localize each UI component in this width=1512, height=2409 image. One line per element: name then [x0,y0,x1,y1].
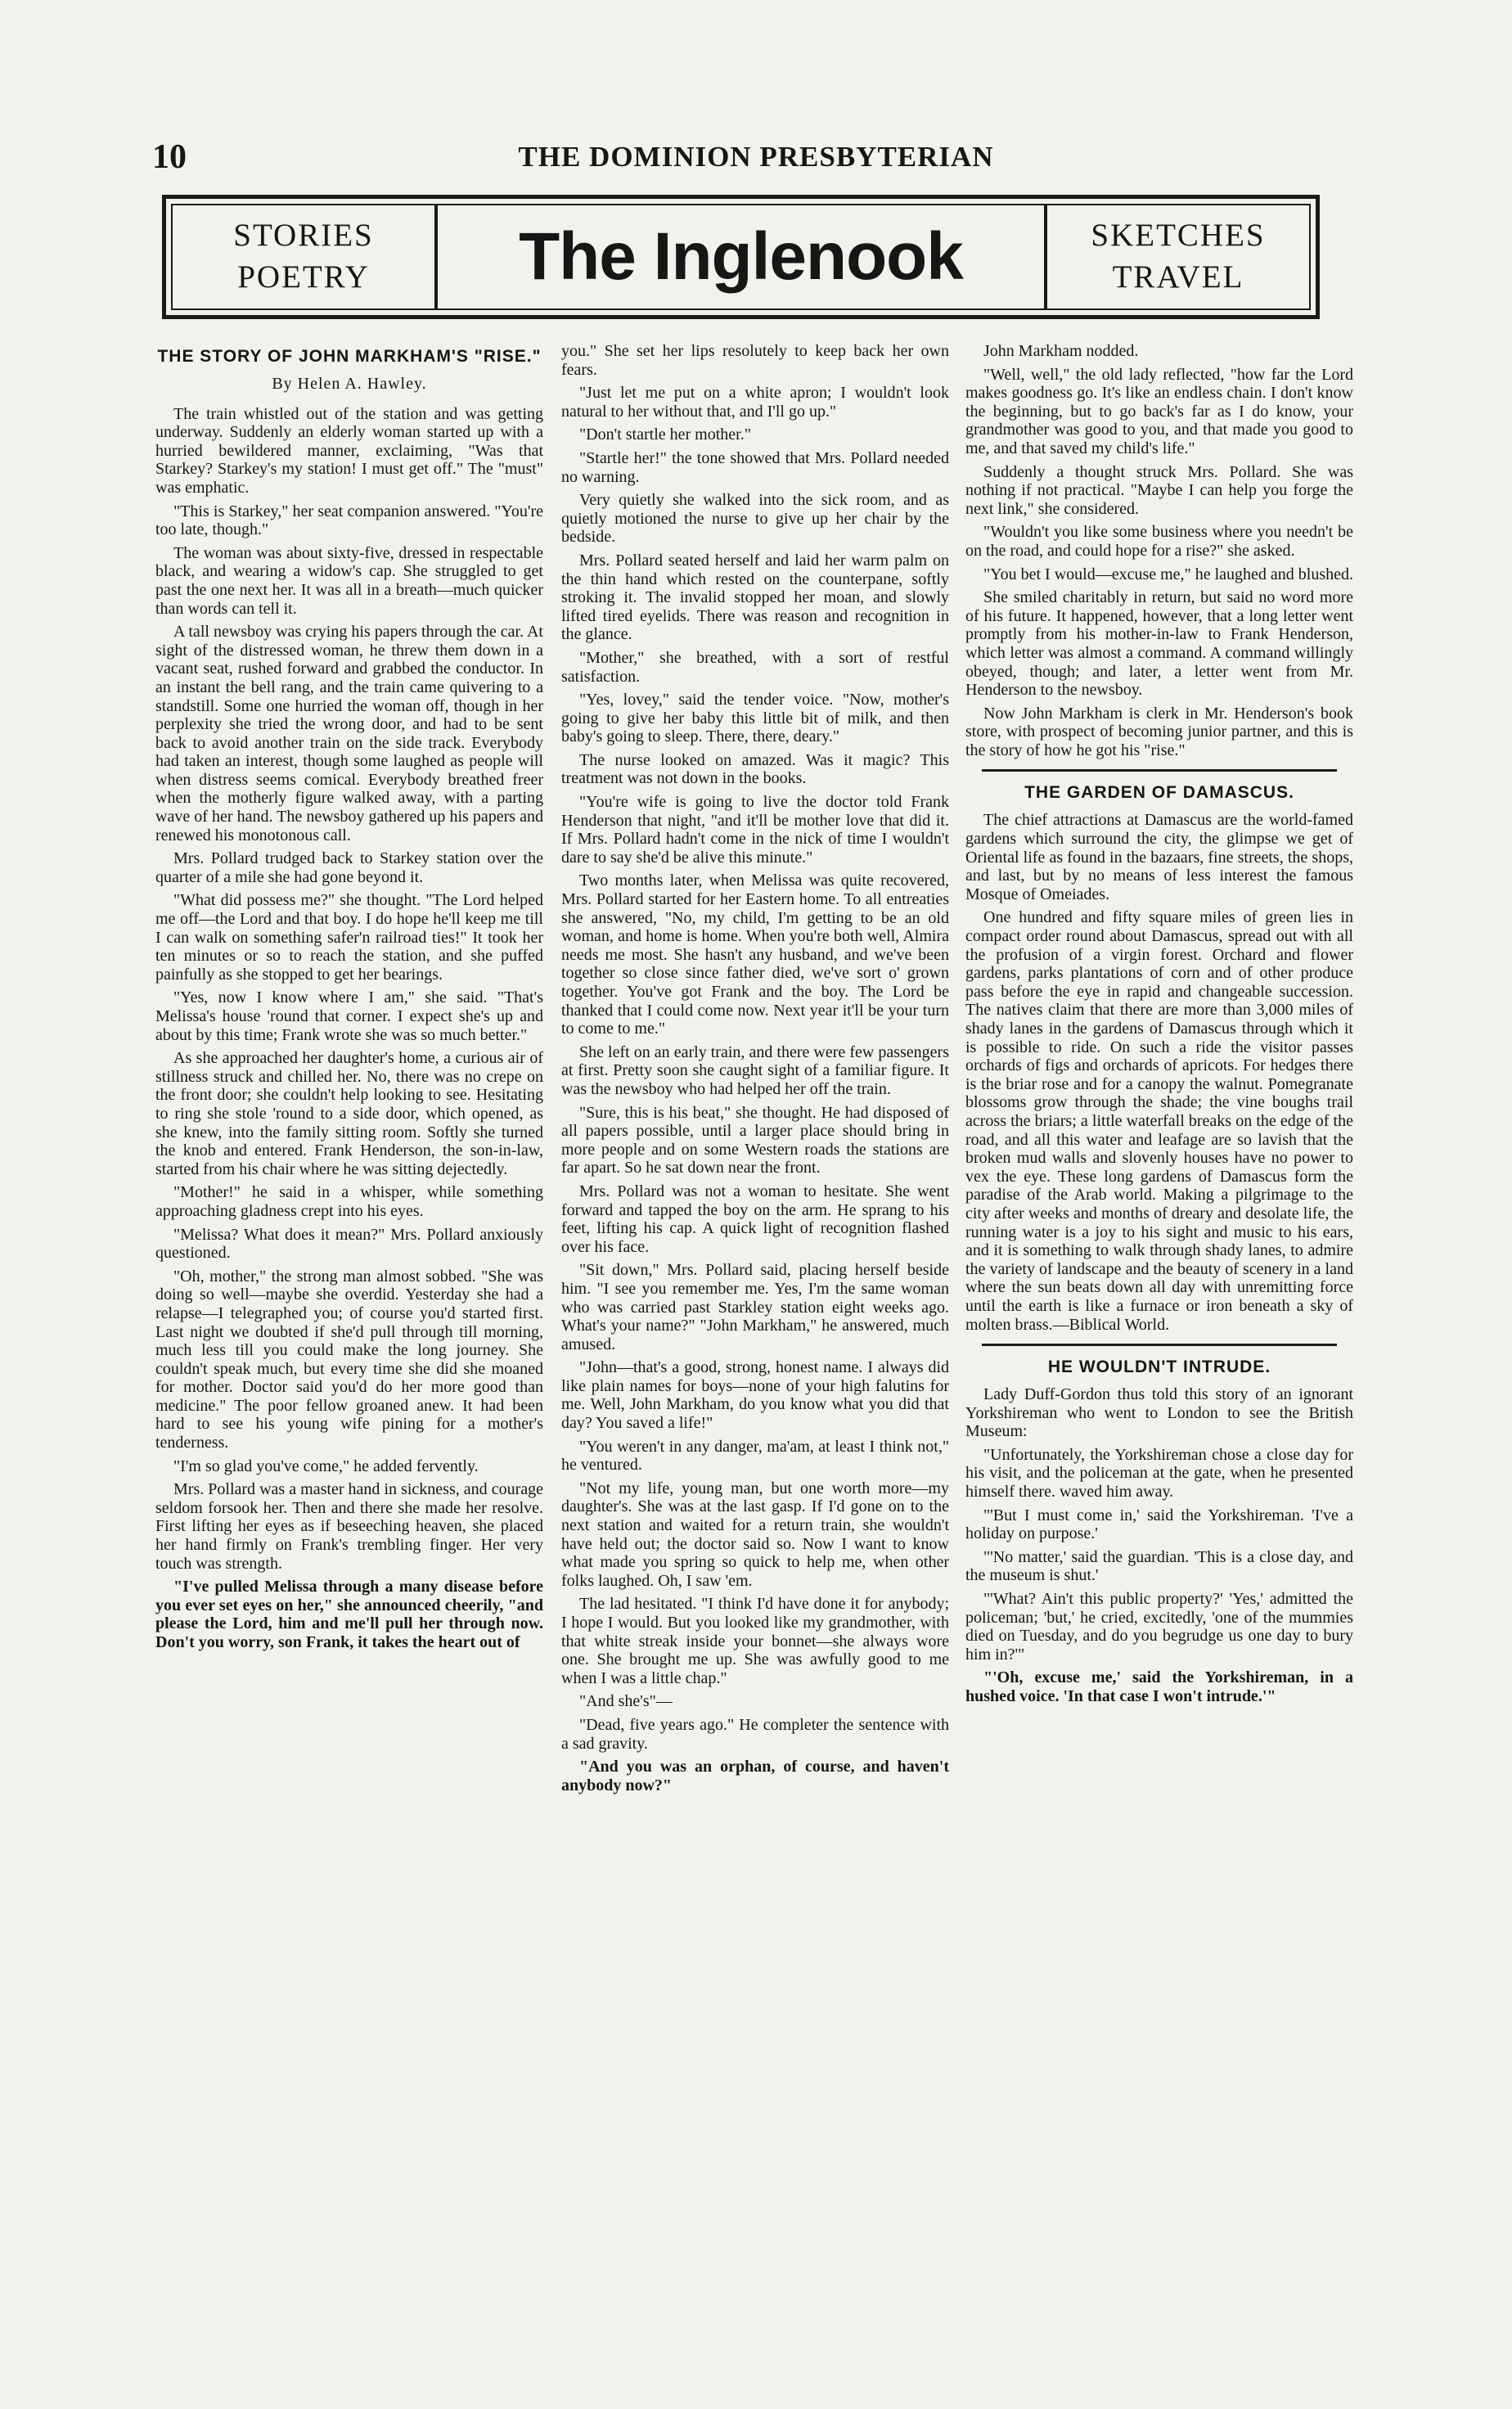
paragraph: "And she's"— [579,1692,673,1711]
masthead-left-box [173,205,438,308]
paragraph: "Mother," she breathed, with a sort of restful satisfaction. [561,648,949,686]
paragraph: "This is Starkey," her seat companion answered. "You're too late, though." [155,502,543,539]
masthead-frame [171,204,1311,310]
divider [982,769,1337,772]
paragraph: Mrs. Pollard seated herself and laid her warm palm on the thin hand which rested on the counterpane, softly stroking it. The invalid stopped her moan, and slowly lifted tired eyelids. There was reason and recognition in the glance. [561,551,949,644]
paragraph: "Sure, this is his beat," she thought. He had disposed of all papers possible, until a larger place should bring in more people and on some Western roads the stations are far apart. So he sat down near the front. [561,1103,949,1177]
paragraph: The train whistled out of the station and was getting underway. Suddenly an elderly woman started up with a hurried bewildered manner, exclaiming, "Was that Starkey? Starkey's my station! I must get off." The "must" was emphatic. [155,404,543,497]
paragraph: She left on an early train, and there were few passengers at first. Pretty soon she caught sight of a familiar figure. It was the newsboy who had helped her off the train. [561,1042,949,1098]
paragraph: "I've pulled Melissa through a many disease before you ever set eyes on her," she announced cheerily, "and please the Lord, him and me'll pull her through now. Don't you worry, son Frank, it takes the heart out of [155,1578,543,1651]
paragraph: "Dead, five years ago." He completer the sentence with a sad gravity. [561,1715,949,1753]
paragraph: "Sit down," Mrs. Pollard said, placing herself beside him. "I see you remember me. Yes, I'm the same woman who was carried past Starkley station eight weeks ago. What's your name?" "John Markham," he answered, much amused. [561,1261,949,1353]
paragraph: "You bet I would—excuse me," he laughed and blushed. [983,565,1353,583]
paragraph: Mrs. Pollard was not a woman to hesitate. She went forward and tapped the boy on the arm. He sprang to his feet, lifting his cap. A quick light of recognition flashed over his face. [561,1182,949,1256]
story-title-markham: THE STORY OF JOHN MARKHAM'S "RISE." [157,347,542,366]
masthead-right-box [1044,205,1309,308]
paragraph: "Startle her!" the tone showed that Mrs. Pollard needed no warning. [561,448,949,486]
paragraph: you." She set her lips resolutely to keep back her own fears. [561,342,949,379]
paragraph: Mrs. Pollard was a master hand in sickness, and courage seldom forsook her. Then and there she made her resolve. First lifting her eyes as if beseeching heaven, she placed her hand firmly on Frank's trembling finger. Her very touch was strength. [155,1480,543,1573]
column-3 [965,342,1353,1711]
paragraph: "'What? Ain't this public property?' 'Yes,' admitted the policeman; 'but,' he cried, excitedly, 'one of the mummies died on Tuesday, and do you begrudge us one day to bury him in?'" [965,1590,1353,1664]
paragraph: "Not my life, young man, but one worth more—my daughter's. She was at the last gasp. If I'd gone on to the next station and waited for a return train, she wouldn't have held out; the doctor said so. Now I want to know what made you spring so quick to help me, when other folks laughed. Oh, I saw 'em. [561,1479,949,1590]
paragraph: "You're wife is going to live the doctor told Frank Henderson that night, "and it'll be mother love that did it. If Mrs. Pollard hadn't come in the nick of time I wouldn't dare to say she'd be alive this minute." [561,793,949,867]
paragraph: The nurse looked on amazed. Was it magic? This treatment was not down in the books. [561,750,949,788]
paragraph: "You weren't in any danger, ma'am, at least I think not," he ventured. [561,1437,949,1475]
paragraph: The woman was about sixty-five, dressed in respectable black, and wearing a widow's cap. She struggled to get past the one next her. It was all in a breath—much quicker than words can tell it. [155,543,543,618]
paragraph: "Unfortunately, the Yorkshireman chose a close day for his visit, and the policeman at the gate, when he presented himself there. waved him away. [965,1445,1353,1502]
paragraph: "John—that's a good, strong, honest name. I always did like plain names for boys—none of your high falutins for me. Well, John Markham, do you know what you did that day? You saved a life!" [561,1358,949,1433]
right-box-line-1: SKETCHES [1091,218,1266,254]
paragraph: "I'm so glad you've come," he added fervently. [173,1457,479,1475]
paragraph: A tall newsboy was crying his papers through the car. At sight of the distressed woman, he threw them down in a vacant seat, rushed forward and grabbed the conductor. In an instant the bell rang, and the train came quivering to a standstill. Some one hurried the woman off, though in her perplexity she tried the wrong door, and had to be sent back to avoid another train on the side track. Everybody had taken an interest, though some laughed as people will when distress seems comical. Everybody breathed freer when the motherly figure walked away, with a parting wave of her hand. The newsboy gathered up his papers and renewed his monotonous call. [155,623,543,844]
paragraph: One hundred and fifty square miles of green lies in compact order round about Damascus, spread out with all the profusion of a virgin forest. Orchard and flower gardens, parks plantations of corn and of other produce pass before the eye in rapid and changeable succession. The natives claim that there are more than 3,000 miles of shady lanes in the gardens of Damascus through which it is possible to ride. On such a ride the visitor passes orchards of figs and orchards of apricots. For hedges there is the briar rose and for a canopy the walnut. Pomegranate blossoms grow through the shade; the vine boughs trail across the briars; a little waterfall breaks on the edge of the road, and all this water and leafage are so lavish that the broken mud walls and slovenly houses have no power to vex the eye. These long gardens of Damascus form the paradise of the Arab world. Making a pilgrimage to the city after weeks and months of dreary and desolate life, the running water is a joy to his sight and music to his ears, and it is something to walk through shady lanes, to admire the variety of landscape and the beauty of scenery in a land where the sun beats down all day with unremitting force until the earth is like a furnace or iron beneath a sky of molten brass.—Biblical World. [965,908,1353,1334]
paragraph: Two months later, when Melissa was quite recovered, Mrs. Pollard started for her Eastern home. To all entreaties she answered, "No, my child, I'm getting to be an old woman, and home is home. When you're both well, Almira needs me most. She hasn't any husband, and we've been together so close since father died, we've sort o' grown together. You've got Frank and the boy. The Lord be thanked that I could come now. Next year it'll be your turn to come to me." [561,871,949,1038]
story-title-damascus: THE GARDEN OF DAMASCUS. [1024,783,1294,803]
section-title: The Inglenook [519,219,963,294]
right-box-line-2: TRAVEL [1112,259,1244,295]
paragraph: "Wouldn't you like some business where you needn't be on the road, and could hope for a rise?" she asked. [965,523,1353,560]
column-2 [561,342,949,1799]
page-number: 10 [152,138,187,176]
paragraph: Suddenly a thought struck Mrs. Pollard. She was nothing if not practical. "Maybe I can help you forge the next link," she considered. [965,462,1353,518]
divider [982,1344,1337,1346]
paragraph: She smiled charitably in return, but said no word more of his future. It happened, however, that a long letter went promptly from his mother-in-law to Frank Henderson, which letter was almost a command. A command willingly obeyed, though; and later, a letter went from Mr. Henderson to the newsboy. [965,588,1353,700]
paragraph: The chief attractions at Damascus are the world-famed gardens which surround the city, the glimpse we get of Oriental life as found in the bazaars, fine streets, the shops, and last, but by no means of less interest the famous Mosque of Omeiades. [965,811,1353,903]
paragraph: Now John Markham is clerk in Mr. Henderson's book store, with prospect of becoming junior partner, and this is the story of how he got his "rise." [965,704,1353,759]
paragraph: "'But I must come in,' said the Yorkshireman. 'I've a holiday on purpose.' [965,1506,1353,1543]
paragraph: "Well, well," the old lady reflected, "how far the Lord makes goodness go. It's like an endless chain. I don't know the beginning, but to go back's far as I do know, your grandmother was good to you, and that made you good to me, and that saved my child's life." [965,365,1353,457]
paragraph: "And you was an orphan, of course, and haven't anybody now?" [561,1758,949,1794]
paragraph: Very quietly she walked into the sick room, and as quietly motioned the nurse to give up her chair by the bedside. [561,491,949,547]
publication-title: THE DOMINION PRESBYTERIAN [518,141,994,173]
paragraph: "'Oh, excuse me,' said the Yorkshireman, in a hushed voice. 'In that case I won't intrude.'" [965,1668,1353,1705]
paragraph: John Markham nodded. [983,342,1139,360]
paragraph: "'No matter,' said the guardian. 'This is a close day, and the museum is shut.' [965,1547,1353,1585]
paragraph: Lady Duff-Gordon thus told this story of an ignorant Yorkshireman who went to London to see the British Museum: [965,1385,1353,1441]
column-1 [155,342,543,1657]
paragraph: "Don't startle her mother." [579,426,751,444]
byline: By Helen A. Hawley. [272,375,427,393]
paragraph: "Yes, lovey," said the tender voice. "Now, mother's going to give her baby this little bit of milk, and then baby's going to sleep. There, there, deary." [561,691,949,746]
paragraph: As she approached her daughter's home, a curious air of stillness struck and chilled her. No, there was no crepe on the front door; she couldn't help looking to see. Hesitating to ring she stole 'round to a side door, which opened, as she knew, into the family sitting room. Softly she turned the knob and entered. Frank Henderson, the son-in-law, started from his chair where he was sitting dejectedly. [155,1049,543,1178]
section-masthead [162,195,1320,319]
paragraph: "Just let me put on a white apron; I wouldn't look natural to her without that, and I'll go up." [561,384,949,421]
paragraph: "Oh, mother," the strong man almost sobbed. "She was doing so well—maybe she overdid. Yesterday she had a relapse—I telegraphed you; of course you'd started first. Last night we doubted if she'd pull through till morning, much less till you could make the long journey. She couldn't speak much, but every time she did she moaned for mother. Doctor said you'd do her more good than medicine." The poor fellow groaned anew. It had been hard to see his young wife pining for a mother's tenderness. [155,1267,543,1452]
paragraph: "Mother!" he said in a whisper, while something approaching gladness crept into his eyes. [155,1183,543,1220]
paragraph: Mrs. Pollard trudged back to Starkey station over the quarter of a mile she had gone beyond it. [155,849,543,886]
paragraph: "Yes, now I know where I am," she said. "That's Melissa's house 'round that corner. I expect she's up and about by this time; Frank wrote she was so much better." [155,988,543,1044]
left-box-line-2: POETRY [237,259,370,295]
paragraph: "What did possess me?" she thought. "The Lord helped me off—the Lord and that boy. I do hope he'll keep me till I can walk on something safer'n railroad ties!" It took her ten minutes or so to reach the station, and she puffed painfully as she stopped to get her bearings. [155,891,543,984]
left-box-line-1: STORIES [233,218,374,254]
story-title-intrude: HE WOULDN'T INTRUDE. [1047,1358,1271,1377]
paragraph: "Melissa? What does it mean?" Mrs. Pollard anxiously questioned. [155,1225,543,1263]
paragraph: The lad hesitated. "I think I'd have done it for anybody; I hope I would. But you looked like my grandmother, with that white streak inside your bonnet—she always wore one. She brought me up. She was awfully good to me when I was a little chap." [561,1595,949,1687]
